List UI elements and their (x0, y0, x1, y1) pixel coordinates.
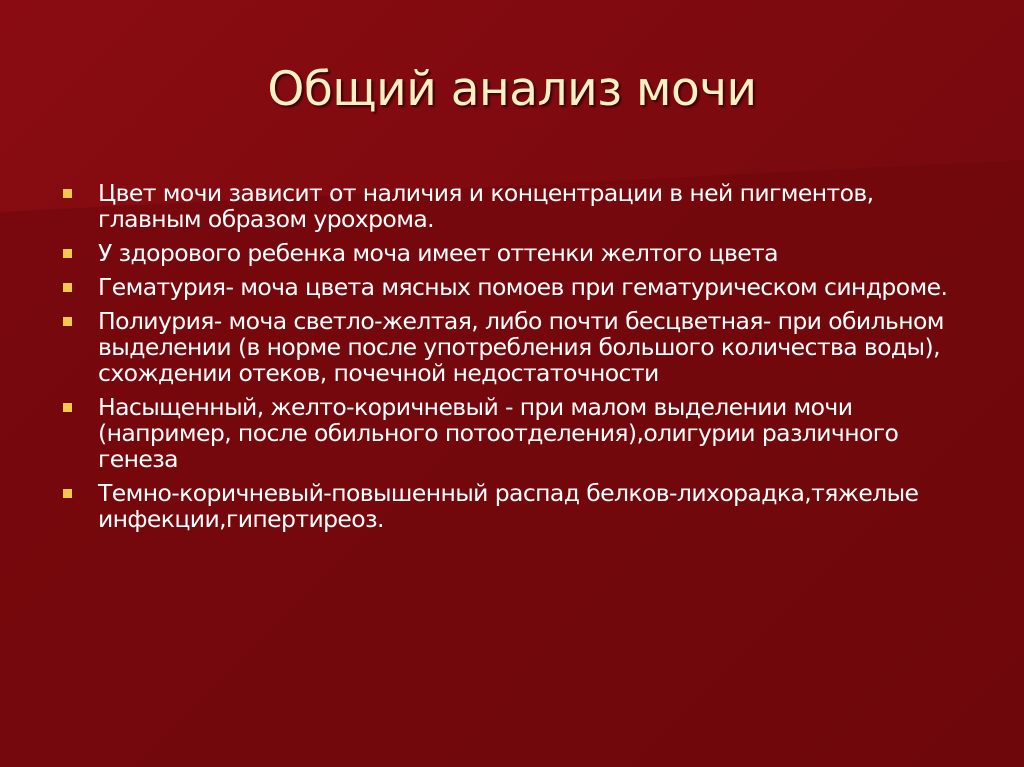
bullet-item (60, 308, 980, 386)
square-bullet-icon (63, 489, 72, 498)
bullet-text: Полиурия- моча светло-желтая, либо почти бесцветная- при обильном выделении (в норме после употребления большого количества воды), схождении отеков, почечной недостаточности (98, 307, 944, 387)
bullet-text: У здорового ребенка моча имеет оттенки желтого цвета (98, 239, 778, 267)
square-bullet-icon (63, 403, 72, 412)
bullet-text: Гематурия- моча цвета мясных помоев при гематурическом синдроме. (98, 273, 948, 301)
bullet-item (60, 180, 980, 232)
bullet-item (60, 240, 980, 266)
bullet-item (60, 394, 980, 472)
square-bullet-icon (63, 283, 72, 292)
bullet-text: Темно-коричневый-повышенный распад белков-лихорадка,тяжелые инфекции,гипертиреоз. (98, 479, 919, 533)
bullet-list (60, 180, 980, 540)
square-bullet-icon (63, 317, 72, 326)
bullet-item (60, 480, 980, 532)
square-bullet-icon (63, 249, 72, 258)
square-bullet-icon (63, 189, 72, 198)
bullet-text: Насыщенный, желто-коричневый - при малом выделении мочи (например, после обильного потоотделения),олигурии различного генеза (98, 393, 899, 473)
bullet-item (60, 274, 980, 300)
bullet-text: Цвет мочи зависит от наличия и концентрации в ней пигментов, главным образом урохрома. (98, 179, 874, 233)
slide-title: Общий анализ мочи (267, 62, 757, 117)
